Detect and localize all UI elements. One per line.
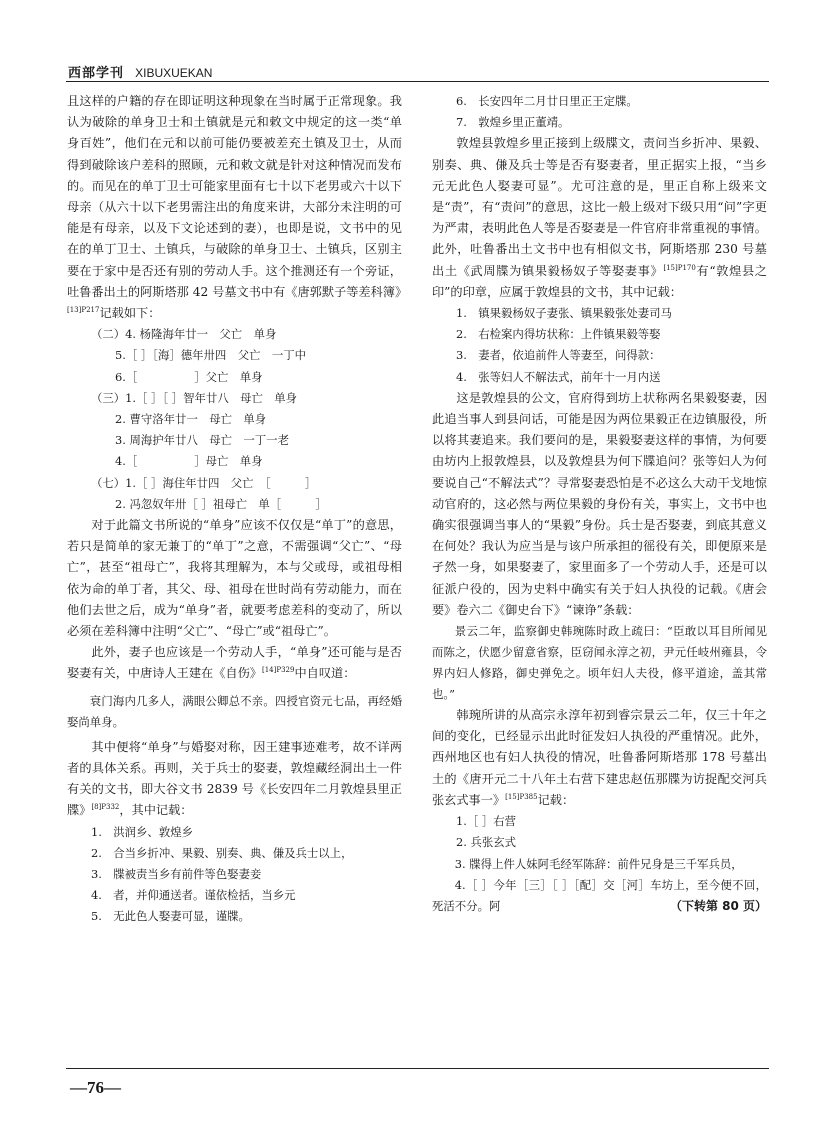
header-rule <box>66 81 769 82</box>
excerpt-line: 1.［ ］右营 <box>456 814 517 829</box>
left-column <box>67 91 408 928</box>
paragraph: 此外，妻子也应该是一个劳动人手，“单身”还可能与是否娶妻有关，中唐诗人王建在《自伤》$^{[14]P329}$中自叹道： <box>67 645 402 681</box>
poem-quote: 衰门海内几多人，满眼公卿总不亲。四授官资元七品，再经婚娶尚单身。 <box>67 693 402 729</box>
continued-note: （下转第 80 页） <box>669 898 767 913</box>
excerpt-line: 2. 曹守洛年廿一 母亡 单身 <box>115 412 267 427</box>
excerpt-line: 1. 洪润乡、敦煌乡 <box>91 824 193 839</box>
excerpt-line: 6. 长安四年二月廿日里正王定牒。 <box>456 94 638 108</box>
footer-rule <box>66 1068 769 1069</box>
excerpt-line: 2. 右检案内得坊状称：上件镇果毅等娶 <box>456 327 661 342</box>
document-excerpt <box>67 324 402 515</box>
citation: [15]P170 <box>663 263 696 272</box>
excerpt-line: 4.［ ］母亡 单身 <box>115 454 263 469</box>
excerpt-line: 3. 牒被责当乡有前件等色娶妻妾 <box>91 866 262 881</box>
paragraph: 敦煌县敦煌乡里正接到上级牒文，责问当乡折冲、果毅、别奏、典、傔及兵士等是否有娶妻者，里正据实上报，“当乡元无此色人娶妻可显”。尤可注意的是，里正自称上级来文是“责”，有“责问”的意思，这比一般上级对下级只用“问”字更为严肃，表明此色人等是否娶妻是一件官府非常重视的事情。此外，吐鲁番出土文书中也有相似文书，阿斯塔那 230 号墓出土《武周牒为镇果毅杨奴子等娶妻事》$^{[15]P170}$有“敦煌县之印”的印章，应属于敦煌县的文书，其中记载： <box>432 136 767 299</box>
excerpt-line: 2. 合当乡折冲、果毅、别奏、典、傔及兵士以上， <box>91 845 353 860</box>
page-number: —76— <box>70 1078 121 1097</box>
excerpt-line: 6.［ ］父亡 单身 <box>115 369 263 384</box>
citation: [14]P329 <box>262 666 295 675</box>
document-excerpt <box>432 303 767 388</box>
paragraph: 对于此篇文书所说的“单身”应该不仅仅是“单丁”的意思，若只是简单的家无兼丁的“单丁”之意，不需强调“父亡”、“母亡”，甚至“祖母亡”，我将其理解为，本与父或母，或祖母相依为命的单丁者，其父、母、祖母在世时尚有劳动能力，而在他们去世之后，成为“单身”者，就要考虑差科的变动了，所以必须在差科簿中注明“父亡”、“母亡”或“祖母亡”。 <box>67 518 402 639</box>
excerpt-line: 3. 牒得上件人妹阿毛经军陈辞：前件兄身是三千军兵员， <box>454 856 743 871</box>
excerpt-line: （二）4. 杨隆海年廿一 父亡 单身 <box>91 327 277 342</box>
excerpt-line: 3. 周海护年廿八 母亡 一丁一老 <box>115 433 289 448</box>
citation: [15]P385 <box>505 792 538 801</box>
excerpt-line: 4.［ ］今年［三］［ ］［配］交［河］车坊上，至今便不回，死活不分。阿 （下转第 80 页） <box>432 875 767 917</box>
document-excerpt <box>432 811 767 916</box>
excerpt-line: 1. 镇果毅杨奴子妻张、镇果毅张处妻司马 <box>456 306 672 321</box>
document-excerpt <box>67 822 402 928</box>
excerpt-line: 5.［ ］［海］德年卅四 父亡 一丁中 <box>115 348 307 363</box>
paragraph: 韩琬所讲的从高宗永淳年初到睿宗景云二年，仅三十年之间的变化，已经显示出此时征发妇人执役的严重情况。此外，西州地区也有妇人执役的情况，吐鲁番阿斯塔那 178 号墓出土的《唐开元二十八年土右营下建忠赵伍那牒为访捉配交河兵张玄式事一》$^{[15]P385}$记载： <box>432 708 767 807</box>
excerpt-line: 4. 张等妇人不解法式，前年十一月内送 <box>456 369 661 384</box>
journal-title: 西部学刊 <box>68 66 125 81</box>
excerpt-line: （七）1.［ ］海住年廿四 父亡 ［ ］ <box>91 475 317 490</box>
excerpt-line: 4. 者，并仰通送者。谨依检括，当乡元 <box>91 888 296 903</box>
citation: [8]P332 <box>91 803 120 812</box>
excerpt-line: 5. 无此色人娶妻可显，谨牒。 <box>91 909 250 924</box>
excerpt-line: 2. 冯忽奴年卅［ ］祖母亡 单［ ］ <box>115 496 327 511</box>
right-column <box>432 91 767 917</box>
citation: [13]P217 <box>67 305 100 314</box>
journal-pinyin: XIBUXUEKAN <box>135 66 213 80</box>
paragraph: 这是敦煌县的公文，官府得到坊上状称两名果毅娶妻，因此追当事人到县问话，可能是因为两位果毅正在边镇服役，所以将其妻追来。我们要问的是，果毅娶妻这样的事情，为何要由坊内上报敦煌县，以及敦煌县为何下牒追问？张等妇人为何要说自己“不解法式”？寻常娶妻恐怕是不必这么大动干戈地惊动官府的，这必然与两位果毅的身份有关，事实上，文书中也确实很强调当事人的“果毅”身份。兵士是否娶妻，到底其意义在何处？我认为应当是与该户所承担的徭役有关，即便原来是孑然一身，如果娶妻了，家里面多了一个劳动人手，还是可以征派户役的，因为史料中确实有关于妇人执役的记载。《唐会要》卷六二《御史台下》“谏诤”条载： <box>432 390 767 617</box>
paragraph: 其中便将“单身”与婚娶对称，因王建事迹难考，故不详两者的具体关系。再则，关于兵士的娶妻，敦煌藏经洞出土一件有关的文书，即大谷文书 2839 号《长安四年二月敦煌县里正牒》$^{[8]P332}$，其中记载： <box>67 739 402 818</box>
excerpt-line: （三）1.［ ］［ ］智年廿八 母亡 单身 <box>91 390 298 405</box>
historical-quote: 景云二年，监察御史韩琬陈时政上疏曰：“臣敢以耳目所闻见而陈之，伏愿少留意省察，臣窃闻永淳之初，尹元任岐州雍县，令界内妇人修路，御史弹免之。顷年妇人夫役，修平道途，盖其常也。” <box>432 624 767 702</box>
excerpt-line: 7. 敦煌乡里正董靖。 <box>456 115 570 130</box>
running-header <box>68 62 768 80</box>
excerpt-line: 2. 兵张玄式 <box>456 835 517 850</box>
paragraph: 且这样的户籍的存在即证明这种现象在当时属于正常现象。我认为破除的单身卫士和土镇就是元和敕文中规定的这一类“单身百姓”，他们在元和以前可能仍要被差充土镇及卫士，从而得到破除该户差科的照顾，元和敕文就是针对这种情况而发布的。而见在的单丁卫士可能家里面有七十以下老男或六十以下母亲（从六十以下老男需注出的角度来讲，大部分未注明的可能是有母亲，以及下文论述到的妻），也即是说，文书中的见在的单丁卫士、土镇兵，与破除的单身卫士、土镇兵，区别主要在于家中是否还有别的劳动人手。这个推测还有一个旁证，吐鲁番出土的阿斯塔那 42 号墓文书中有《唐郭默子等差科簿》$^{[13]P217}$记载如下： <box>67 94 408 321</box>
excerpt-line: 3. 妻者，依追前件人等妻至，问得款： <box>456 348 661 363</box>
